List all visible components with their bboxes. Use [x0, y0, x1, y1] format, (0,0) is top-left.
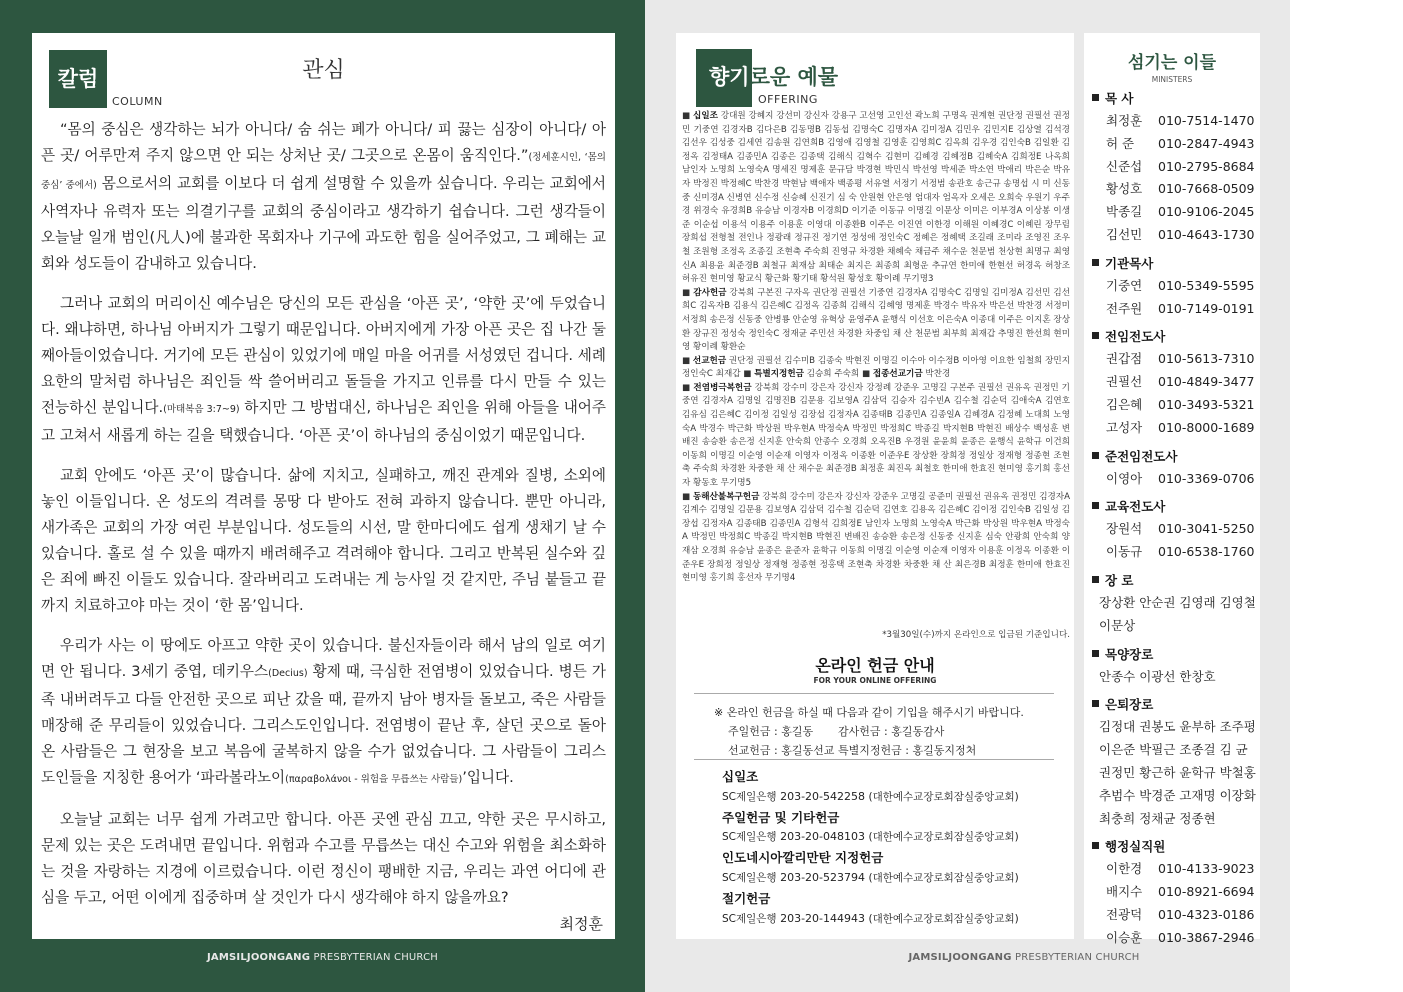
square-bullet-icon — [1092, 332, 1099, 339]
footer-left: JAMSILJOONGANG PRESBYTERIAN CHURCH — [207, 952, 438, 963]
minister-group-staff: 행정실직원 이한경 010-4133-9023 배지수 010-8921-6694 전광덕 010-4323-0186 이승훈 010-3867-2946 — [1092, 836, 1258, 949]
offering-list — [682, 110, 1070, 586]
minister-group-institution: 기관목사 기중연 010-5349-5595 전주원 010-7149-0191 — [1092, 253, 1258, 321]
column-subtitle: COLUMN — [112, 95, 163, 108]
column-paragraph-1: “몸의 중심은 생각하는 뇌가 아니다/ 숨 쉬는 폐가 아니다/ 피 끓는 심장이 아니다/ 아픈 곳/ 어루만져 주지 않으면 안 되는 상처난 곳/ 그곳으로 온몸이 움직인다.”(정세훈시인, ‘몸의 중심’ 중에서) 몸으로서의 교회를 이보다 더 쉽게 설명할 수 있을까 싶습니다. 우리는 교회에서 사역자나 유력자 또는 의결기구를 교회의 중심이라고 생각하기 쉽습니다. 그런 생각들이 오늘날 일개 범인(凡人)에 불과한 목회자나 기구에 과도한 힘을 실어주었고, 그 폐해는 교회와 성도들이 감내하고 있습니다. — [41, 121, 607, 272]
offering-card — [676, 33, 1074, 939]
square-bullet-icon — [1092, 259, 1099, 266]
minister-group-pastors: 목 사 최정훈 010-7514-1470 허 준 010-2847-4943 신준섭 010-2795-8684 황성호 010-7668-0509 박종길 010-9106-2045 김선민 010-4643-1730 — [1092, 88, 1258, 247]
square-bullet-icon — [1092, 576, 1099, 583]
minister-group-retired: 은퇴장로 김정대 권봉도 윤부하 조주평 이은준 박필근 조종걸 김 균 권정민 황근하 윤학규 박철홍 추범수 박경준 고재명 이장화 최충희 정채균 정종현 — [1092, 694, 1258, 830]
account-item: 십일조 SC제일은행 203-20-542258 (대한예수교장로회잠실중앙교회) — [722, 769, 1019, 803]
minister-group-elders: 장 로 장상환 안순권 김영래 김영철 이문상 — [1092, 570, 1258, 638]
square-bullet-icon — [1092, 650, 1099, 657]
column-badge: 칼럼 — [49, 50, 107, 108]
account-item: 주일헌금 및 기타헌금 SC제일은행 203-20-048103 (대한예수교장로회잠실중앙교회) — [722, 809, 1019, 844]
offering-section: ■ 감사헌금 강북희 구본진 구자옥 권단정 권필선 기중연 김경자A 김명숙C 김명일 김미정A 김선민 김선희C 김옥자B 김용식 김은혜C 김정옥 김종희 김해식 김혜영 명제훈 박경수 박유자 박은선 박찬경 서정미 서정희 송은정 신동중 안병룡 안순영 유혁상 윤영주A 윤행식 이선호 이은숙A 이종대 이주은 이지혼 장상환 장규진 정성숙 정인숙C 정재균 주민선 차경환 차중임 채 산 천문범 최부희 최재갑 추명진 한선희 현미영 황이례 황환순 — [682, 287, 1070, 353]
square-bullet-icon — [1092, 842, 1099, 849]
column-paragraph-2: 그러나 교회의 머리이신 예수님은 당신의 모든 관심을 ‘아픈 곳’, ‘약한 곳’에 두었습니다. 왜냐하면, 하나님 아버지가 그렇기 때문입니다. 아버지에게 가장 아픈 곳은 집 나간 둘째아들이었습니다. 거기에 모든 관심이 있었기에 매일 마을 어귀를 서성였던 겁니다. 세례요한의 말처럼 하나님은 죄인들 싹 쓸어버리고 돌들을 가지고 인류를 다시 만들 수 있는 전능하신 분입니다.(마태복음 3:7~9) 하지만 그 방법대신, 하나님은 죄인을 위해 아들을 내어주고 고쳐서 새롭게 하는 길을 택했습니다. ‘아픈 곳’이 하나님의 중심이었기 때문입니다. — [41, 295, 606, 444]
column-card — [32, 33, 615, 939]
square-bullet-icon — [1092, 502, 1099, 509]
square-bullet-icon — [1092, 452, 1099, 459]
account-item: 인도네시아깔리만탄 지정헌금 SC제일은행 203-20-523794 (대한예수교장로회잠실중앙교회) — [722, 850, 1019, 884]
offering-section: ■ 선교헌금 권단정 권필선 김수미B 김종숙 박현진 이명길 이수아 이수정B 이아영 이요한 임철희 장민지 정인숙C 최재갑 ■ 특별지정헌금 김승희 주숙희 ■ 접종선교기금 박찬경 — [682, 355, 1071, 380]
ministers-subtitle: MINISTERS — [1151, 75, 1193, 84]
ministers-card — [1084, 33, 1260, 945]
square-bullet-icon — [1092, 94, 1099, 101]
account-item: 절기헌금 SC제일은행 203-20-144943 (대한예수교장로회잠실중앙교회) — [722, 890, 1019, 925]
column-author: 최정훈 — [559, 915, 603, 933]
minister-group-semi: 준전임전도사 이영아 010-3369-0706 — [1092, 446, 1258, 491]
column-paragraph-4: 우리가 사는 이 땅에도 아프고 약한 곳이 있습니다. 불신자들이라 해서 남의 일로 여기면 안 됩니다. 3세기 중엽, 데키우스(Decius) 황제 때, 극심한 전염병이 있었습니다. 병든 가족 내버려두고 다들 안전한 곳으로 피난 갔을 때, 끝까지 남아 병자들 돌보고, 죽은 사람들 매장해 준 무리들이 있었습니다. 그리스도인입니다. 전염병이 끝난 후, 살던 곳으로 돌아온 사람들은 그 현장을 보고 복음에 굴복하지 않을 수가 없었습니다. 그 사람들이 그리스도인들을 지칭한 용어가 ‘파라볼라노이(παραβολάνοι - 위험을 무릅쓰는 사람들)’입니다. — [41, 637, 606, 786]
online-offering-subtitle: FOR YOUR ONLINE OFFERING — [813, 676, 937, 685]
footer-right: JAMSILJOONGANG PRESBYTERIAN CHURCH — [908, 952, 1140, 963]
divider — [694, 759, 1054, 760]
minister-group-education: 교육전도사 장원석 010-3041-5250 이동규 010-6538-1760 — [1092, 496, 1258, 564]
ministers-list — [1092, 88, 1258, 956]
minister-group-honorary: 목양장로 안종수 이광선 한창호 — [1092, 644, 1258, 689]
column-paragraph-3: 교회 안에도 ‘아픈 곳’이 많습니다. 삶에 지치고, 실패하고, 깨진 관계와 질병, 소외에 놓인 이들입니다. 온 성도의 격려를 몽땅 다 받아도 전혀 과하지 않습니다. 뿐만 아니라, 새가족은 교회의 가장 여린 부분입니다. 성도들의 시선, 말 한마디에도 쉽게 생채기 날 수 있습니다. 홀로 설 수 있을 때까지 배려해주고 격려해야 합니다. 그리고 반복된 실수와 깊은 죄에 빠진 이들도 있습니다. 잘라버리고 도려내는 게 능사일 것 같지만, 주님 붙들고 끝까지 치료하고야 마는 것이 ‘한 몸’입니다. — [41, 467, 606, 614]
divider — [694, 693, 1054, 694]
column-paragraph-5: 오늘날 교회는 너무 쉽게 가려고만 합니다. 아픈 곳엔 관심 끄고, 약한 곳은 무시하고, 문제 있는 곳은 도려내면 끝입니다. 위험과 수고를 무릅쓰는 대신 수고와 위험을 최소화하는 것을 자랑하는 지경에 이르렀습니다. 이런 정신이 팽배한 지금, 우리는 과연 어디에 관심을 두고, 어떤 이에게 집중하며 살 것인가 다시 생각해야 하지 않을까요? — [41, 811, 606, 906]
online-offering-title: 온라인 헌금 안내 — [815, 656, 935, 675]
offering-title: 향기로운 예물 — [709, 65, 839, 89]
offering-section: ■ 전염병극복헌금 강북희 강수미 강은자 강신자 강정례 강준우 고명길 구본주 권필선 권유옥 권정민 기중연 김경자A 김명일 김명진B 김문용 김보영A 김삼덕 김승자 김수빈A 김수철 김순덕 김애숙A 김연호 김유심 김은혜C 김이정 김일성 김장섭 김정자A 김종태B 김종민A 김종일A 김혜경A 김정혜 노대희 노영숙A 박경수 박근화 박상원 박우현A 박정숙A 박정민 박정희C 박종길 박지현B 박현진 배상수 백성훈 변배진 송승환 송은정 신지훈 안숙희 안종수 오경희 오옥진B 우경원 윤윤희 윤종은 윤행식 윤학규 이건희 이동희 이명길 이순영 이순재 이영자 이정옥 이종환 이준우E 장상환 장희정 정일상 정재형 정종현 조현축 주숙희 차경환 차중환 채 산 채수운 최준경B 최정훈 최진옥 최철호 한미애 한효진 현미영 홍기희 홍선자 황동호 무기명5 — [682, 382, 1070, 489]
offering-note: *3월30일(수)까지 온라인으로 입금된 기준입니다. — [882, 630, 1070, 640]
account-list — [722, 767, 1019, 929]
column-body — [41, 117, 606, 925]
offering-section: ■ 동해산불복구헌금 강북희 강수미 강은자 강신자 강준우 고명길 공준미 권필선 권유옥 권정민 김경자A 김계수 김명일 김문용 김보영A 김삼덕 김수철 김순덕 김연호 김용옥 김은혜C 김이정 김인숙B 김일성 김장섭 김정자A 김종태B 김종민A 김형석 김희정E 남인자 노명희 노영숙A 박근화 박상원 박우현A 박정숙A 박정민 박정희C 박종길 박지현B 박현진 변배진 송승환 송은정 신동중 신지훈 심숙 안광희 안숙희 양재삼 오경희 유승남 윤종은 윤준자 윤학규 이동희 이명길 이순영 이순재 이영자 이용훈 이정옥 이종환 이준우E 장희정 정일상 정재형 정종현 정홍택 조현축 차경환 차중환 채 산 최은경B 최정훈 한미애 한효진 현미영 홍기희 홍선자 무기명4 — [682, 491, 1070, 584]
column-title: 관심 — [302, 58, 345, 83]
square-bullet-icon — [1092, 700, 1099, 707]
offering-section: ■ 십일조 강대원 강혜지 강선미 강신자 강용구 고선영 고인선 곽노희 구명옥 권계현 권단정 권필선 권정민 기중연 김경자B 김다은B 김동명B 김동섭 김명숙C 김명자A 김미정A 김민우 김민지E 김상열 김석경 김선우 김성중 김세연 김송원 김연희B 김영애 김영철 김영훈 김영희C 김옥희 김우경 김인숙B 김일환 김정옥 김정태A 김종민A 김종은 김종택 김해식 김혁수 김현미 김혜경 김혜정B 김혜숙A 김희정E 나옥희 남인자 노명희 노영숙A 명세진 명제훈 문규담 박경현 박민식 박선영 박세준 박소연 박애리 박은순 박유자 박정진 박정혜C 박찬경 박현남 백애자 백종평 서유열 서정기 서정범 송관호 송근규 송명섭 시 미 신동중 신미경A 신병연 신수정 신승혜 신진기 심 숙 안원현 안은영 엄대자 엄옥자 오세은 오희숙 우원기 우주경 위경숙 유경희B 유승남 이경자B 이경희D 이기준 이동규 이명길 이문상 이미은 이부경A 이상봉 이생준 이순섭 이용석 이용주 이용훈 이영대 이종환B 이주은 이진연 이한경 이해원 이혜경C 이혜린 장무림 장희섭 전형철 전인나 정광래 정규진 정기연 정성애 정인숙C 정혜은 정혜택 조길래 조미라 조영진 조우철 조원형 조정옥 조종길 조현축 주숙희 진영규 차경환 채혜숙 채금주 채수운 천문범 천상현 최명규 최영신A 최용윤 최준경B 최철규 최재삼 최태순 최지은 최종희 최형운 추규연 한미애 한현선 허경옥 허창조 허유진 현미영 황교식 황근화 황기태 황석원 황성호 황이례 무기명3 — [682, 111, 1071, 285]
offering-subtitle: OFFERING — [758, 93, 818, 106]
minister-group-evangelists: 전임전도사 권갑점 010-5613-7310 권필선 010-4849-3477 김은혜 010-3493-5321 고성자 010-8000-1689 — [1092, 326, 1258, 439]
ministers-title: 섬기는 이들 — [1127, 53, 1217, 73]
online-notice: ※ 온라인 헌금을 하실 때 다음과 같이 기입을 해주시기 바랍니다. 주일헌금 : 홍길동 감사헌금 : 홍길동감사 선교헌금 : 홍길동선교 특별지정헌금 : 홍길동지정처 — [714, 706, 1024, 757]
